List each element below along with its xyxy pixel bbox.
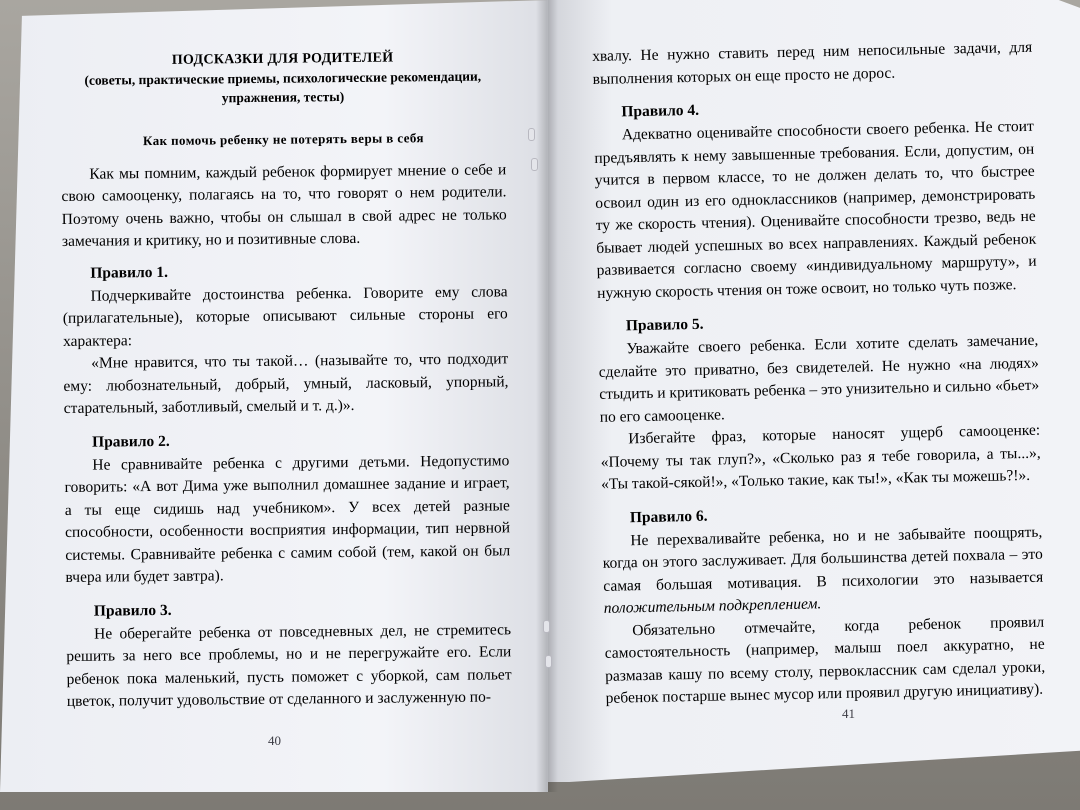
binding-hole-icon: [545, 655, 552, 668]
rule-6-text: [602, 521, 1044, 620]
book-gutter: [536, 0, 558, 792]
left-page-content: [60, 47, 512, 713]
binding-hole-icon: [531, 158, 538, 171]
rule-4-text: Адекватно оценивайте способности своего ребенка. Не стоит предъявлять к нему завышенные требования. Если, допустим, он учится в первом классе, то не должен делать то, что быстрее освоил один из его одноклассников (например, демонстрировать ту же скорость чтения). Оценивайте способности трезво, ведь не бывает людей успешных во всех направлениях. Каждый ребенок развивается согласно своему «индивидуальному маршруту», и нужную скорость чтения он тоже освоит, но только чуть позже.: [594, 117, 1037, 302]
binding-hole-icon: [528, 128, 535, 141]
rule-5-title: Правило 5.: [625, 315, 704, 335]
page-subtitle: (советы, практические приемы, психологические рекомендации, упражнения, тесты): [84, 68, 482, 106]
right-page-content: [592, 37, 1046, 711]
rule-3-text: Не оберегайте ребенка от повседневных дел, не стремитесь решить за него все проблемы, но и не перегружайте его. Если ребенок пока маленький, пусть поможет с уборкой, сам польет цветок, получит удовольствие от сделанного и заслуженную по-: [66, 620, 512, 710]
page-number-right: 41: [842, 706, 855, 721]
rule-1-quote: «Мне нравится, что ты такой… (называйте то, что подходит ему: любознательный, добрый, умный, ласковый, упорный, старательный, заботливый, смелый и т. д.)».: [63, 350, 509, 417]
rule-1-title: Правило 1.: [90, 263, 169, 282]
rule-6-italic-term: положительным подкреплением.: [603, 595, 822, 617]
page-number-left: 40: [268, 733, 281, 748]
rule-6-title: Правило 6.: [629, 507, 708, 526]
rule-6-text-2: Обязательно отмечайте, когда ребенок проявил самостоятельность (например, малыш поел аккуратно, не размазав кашу по всему столу, первоклассник сам сделал уроки, ребенок постарше вынес мусор или проявил другую инициативу).: [604, 613, 1046, 707]
rule-2-title: Правило 2.: [91, 432, 170, 451]
continuation-paragraph: хвалу. Не нужно ставить перед ним непосильные задачи, для выполнения которых он еще просто не дорос.: [592, 38, 1033, 88]
rule-5-text-2: Избегайте фраз, которые наносят ущерб самооценке: «Почему ты так глуп?», «Сколько раз я тебе говорила, а ты...», «Ты такой-сякой!», «Только такие, как ты!», «Как ты можешь?!».: [600, 421, 1041, 493]
section-title: Как помочь ребенку не потерять веры в себя: [142, 130, 424, 149]
binding-hole-icon: [543, 620, 550, 633]
rule-3-title: Правило 3.: [93, 601, 172, 620]
page-title: ПОДСКАЗКИ ДЛЯ РОДИТЕЛЕЙ: [171, 50, 394, 68]
rule-5-text: Уважайте своего ребенка. Если хотите сделать замечание, сделайте это приватно, без свидетелей. Не нужно «на людях» стыдить и критиковать ребенка – это унизительно и сильно «бьет» по его самооценке.: [598, 331, 1040, 426]
rule-2-text: Не сравнивайте ребенка с другими детьми. Недопустимо говорить: «А вот Дима уже выполнил домашнее задание и играет, а ты еще сидишь над учебником». У всех детей разные способности, особенности восприятия информации, тип нервной системы. Сравнивайте ребенка с самим собой (тем, какой он был вчера или будет завтра).: [64, 451, 511, 586]
rule-1-text: Подчеркивайте достоинства ребенка. Говорите ему слова (прилагательные), которые описывают сильные стороны его характера:: [62, 282, 508, 350]
rule-4-title: Правило 4.: [621, 101, 700, 121]
intro-paragraph: Как мы помним, каждый ребенок формирует мнение о себе и свою самооценку, полагаясь на то, что говорят о нем родители. Поэтому очень важно, чтобы он слышал в свой адрес не только замечания и критику, но и позитивные слова.: [61, 160, 507, 250]
rule-6-text-main: Не перехваливайте ребенка, но и не забывайте поощрять, когда он этого заслуживает. Для большинства детей похвала – это самая большая мотивация. В психологии это называется: [602, 523, 1044, 595]
